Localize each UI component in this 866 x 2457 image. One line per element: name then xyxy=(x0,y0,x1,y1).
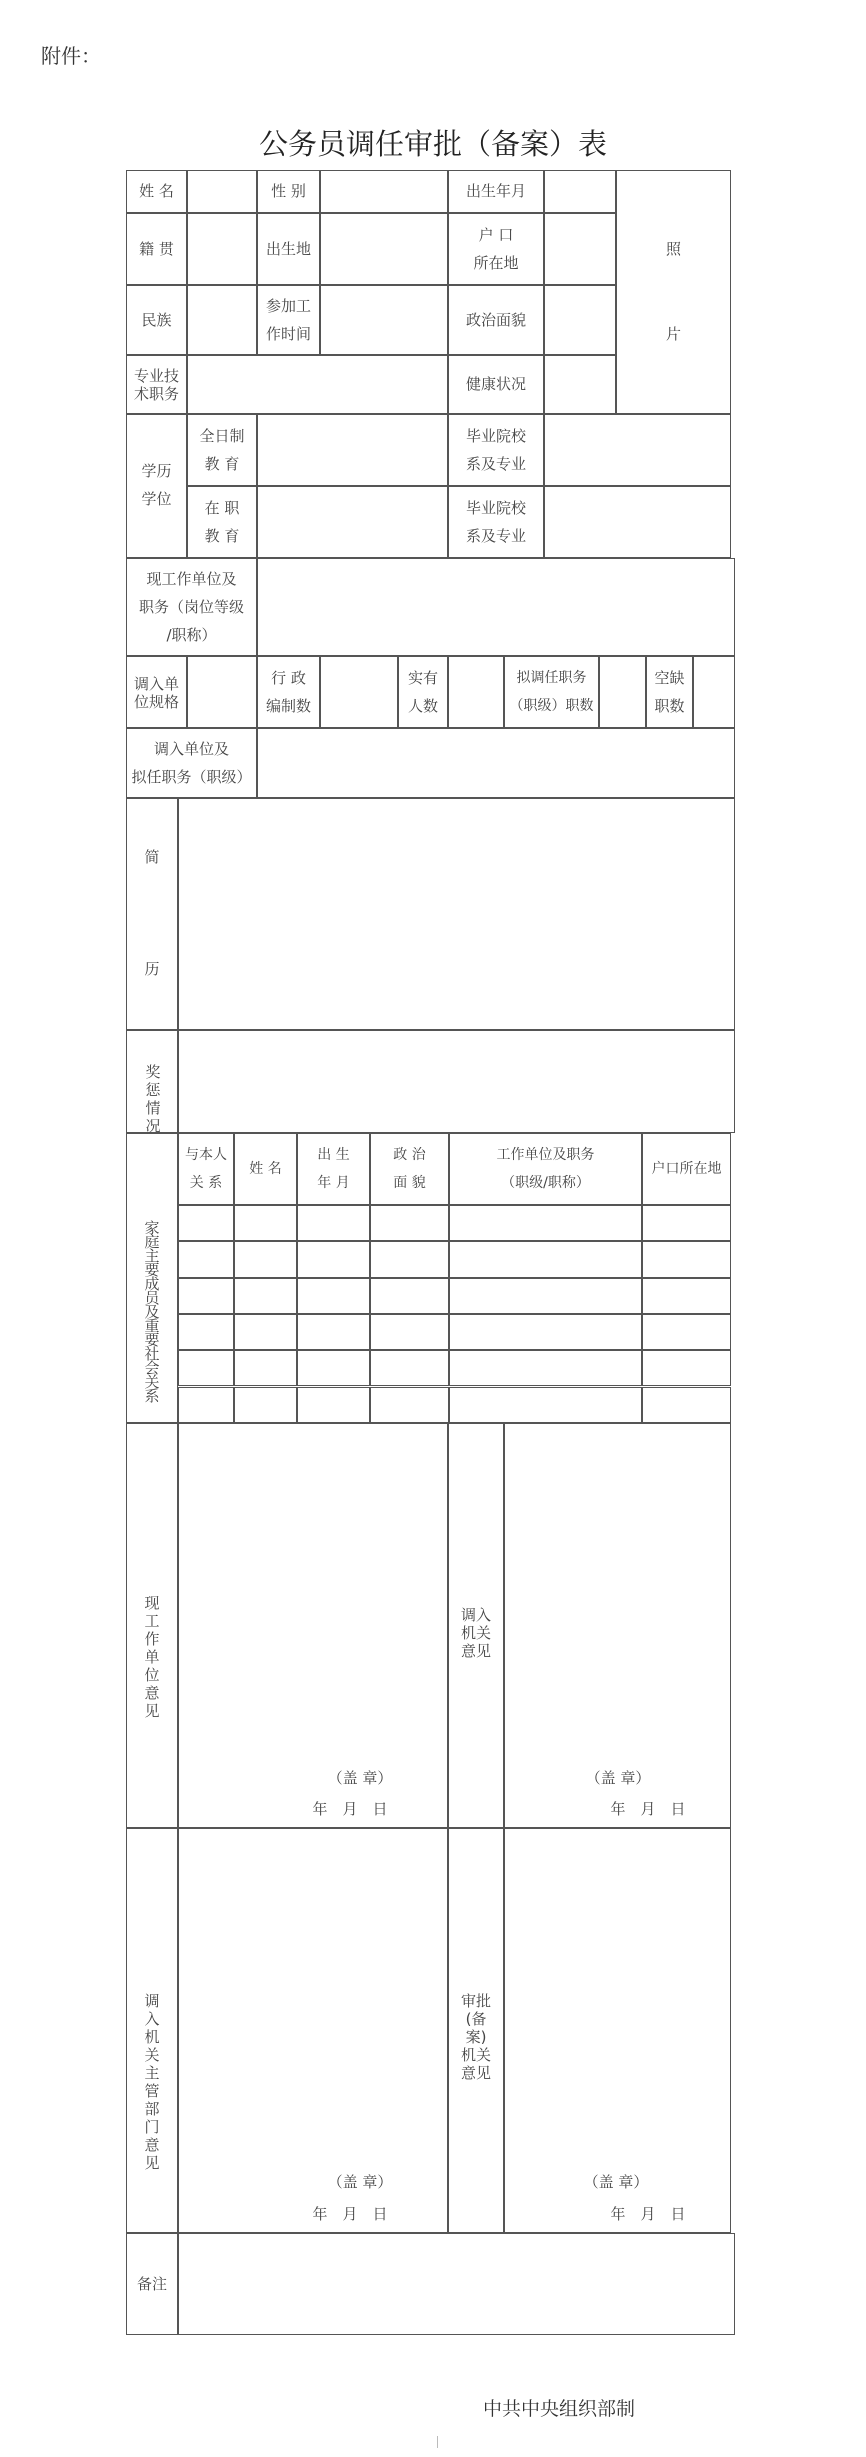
input-hukou[interactable] xyxy=(544,213,616,285)
cell-resume-label xyxy=(126,798,178,1030)
date-2: 年 月 日 xyxy=(610,1800,686,1818)
transferspec-label-1: 调入单 xyxy=(133,675,179,693)
school-label-1a: 毕业院校 xyxy=(465,427,526,445)
input-actual[interactable] xyxy=(448,656,504,728)
family-input-cell[interactable] xyxy=(234,1241,297,1277)
actual-label-1: 实有 xyxy=(407,669,438,687)
school-label-2a: 毕业院校 xyxy=(465,499,526,517)
family-input-cell[interactable] xyxy=(370,1278,449,1314)
techtitle-label-1: 专业技 xyxy=(133,367,179,385)
input-fulltime-edu[interactable] xyxy=(257,414,448,486)
workstart-label-2: 作时间 xyxy=(265,325,311,343)
family-input-cell[interactable] xyxy=(370,1387,449,1423)
input-transferunit[interactable] xyxy=(257,728,735,798)
family-input-cell[interactable] xyxy=(642,1387,731,1423)
input-name[interactable] xyxy=(187,170,257,213)
curunit-label-3: /职称） xyxy=(166,626,217,644)
footer-issuer: 中共中央组织部制 xyxy=(483,2398,636,2420)
family-input-cell[interactable] xyxy=(297,1278,370,1314)
family-input-cell[interactable] xyxy=(178,1205,234,1241)
ethnicity-label: 民族 xyxy=(141,311,172,329)
date-4: 年 月 日 xyxy=(610,2205,686,2223)
seal-2: （盖 章） xyxy=(585,1769,651,1787)
family-input-cell[interactable] xyxy=(178,1278,234,1314)
page-marker xyxy=(437,2436,438,2448)
input-ethnicity[interactable] xyxy=(187,285,257,355)
family-input-cell[interactable] xyxy=(234,1350,297,1386)
school-label-2b: 系及专业 xyxy=(465,527,526,545)
cell-photo[interactable] xyxy=(616,170,731,414)
family-input-cell[interactable] xyxy=(370,1205,449,1241)
curopinion-label: 现工作单位意见 xyxy=(144,1594,160,1720)
input-school-2[interactable] xyxy=(544,486,731,558)
family-header-label: 面 貌 xyxy=(393,1175,426,1191)
family-input-cell[interactable] xyxy=(642,1241,731,1277)
family-header-label: 工作单位及职务 xyxy=(496,1147,595,1163)
family-header-label: 政 治 xyxy=(393,1147,426,1163)
fulltime-label-2: 教 育 xyxy=(204,455,240,473)
parttime-label-2: 教 育 xyxy=(204,527,240,545)
techtitle-label-2: 术职务 xyxy=(133,385,179,403)
family-header-label: 关 系 xyxy=(189,1175,223,1191)
approvalopinion-label: 审批(备案)机关意见 xyxy=(460,1992,491,2082)
health-label: 健康状况 xyxy=(465,375,526,393)
vacancy-label-2: 职数 xyxy=(654,697,685,715)
family-input-cell[interactable] xyxy=(178,1350,234,1386)
input-school-1[interactable] xyxy=(544,414,731,486)
admin-label-2: 编制数 xyxy=(265,697,311,715)
name-label: 姓 名 xyxy=(139,182,174,200)
transferunit-label-2: 拟任职务（职级） xyxy=(131,768,252,786)
input-parttime-edu[interactable] xyxy=(257,486,448,558)
date-1: 年 月 日 xyxy=(312,1800,388,1818)
input-rewards[interactable] xyxy=(178,1030,735,1133)
family-input-cell[interactable] xyxy=(370,1241,449,1277)
family-input-cell[interactable] xyxy=(297,1350,370,1386)
input-birth[interactable] xyxy=(544,170,616,213)
political-label: 政治面貌 xyxy=(465,311,526,329)
input-transferspec[interactable] xyxy=(187,656,257,728)
input-admin[interactable] xyxy=(320,656,398,728)
birth-label: 出生年月 xyxy=(465,182,526,200)
family-header-label: （职级/职称） xyxy=(501,1175,590,1191)
transferopinion-label: 调入机关意见 xyxy=(461,1606,492,1660)
family-input-cell[interactable] xyxy=(642,1314,731,1350)
family-header-label: 年 月 xyxy=(317,1175,350,1191)
input-proposed[interactable] xyxy=(599,656,646,728)
input-workstart[interactable] xyxy=(320,285,448,355)
family-input-cell[interactable] xyxy=(642,1205,731,1241)
family-input-cell[interactable] xyxy=(449,1387,642,1423)
seal-1: （盖 章） xyxy=(327,1769,393,1787)
family-header-label: 与本人 xyxy=(185,1147,227,1163)
input-techtitle[interactable] xyxy=(187,355,448,414)
workstart-label-1: 参加工 xyxy=(265,297,311,315)
family-input-cell[interactable] xyxy=(178,1314,234,1350)
resume-label-2: 历 xyxy=(144,960,160,978)
family-input-cell[interactable] xyxy=(297,1314,370,1350)
input-native[interactable] xyxy=(187,213,257,285)
family-input-cell[interactable] xyxy=(234,1205,297,1241)
family-input-cell[interactable] xyxy=(449,1314,642,1350)
family-input-cell[interactable] xyxy=(178,1241,234,1277)
input-birthplace[interactable] xyxy=(320,213,448,285)
school-label-1b: 系及专业 xyxy=(465,455,526,473)
photo-label-2: 片 xyxy=(665,325,681,343)
input-health[interactable] xyxy=(544,355,616,414)
family-input-cell[interactable] xyxy=(449,1241,642,1277)
curunit-label-1: 现工作单位及 xyxy=(146,570,237,588)
proposed-label-2: （职级）职数 xyxy=(509,698,594,714)
family-input-cell[interactable] xyxy=(642,1278,731,1314)
birthplace-label: 出生地 xyxy=(265,240,311,258)
edu-label-1: 学历 xyxy=(141,462,172,480)
actual-label-2: 人数 xyxy=(407,697,438,715)
photo-label-1: 照 xyxy=(665,240,681,258)
edu-label-2: 学位 xyxy=(141,490,172,508)
family-label: 家庭主要成员及重要社会关系 xyxy=(144,1219,160,1405)
proposed-label-1: 拟调任职务 xyxy=(516,670,587,686)
native-label: 籍 贯 xyxy=(139,240,174,258)
transferspec-label-2: 位规格 xyxy=(133,693,179,711)
family-input-cell[interactable] xyxy=(234,1314,297,1350)
parttime-label-1: 在 职 xyxy=(204,499,240,517)
input-gender[interactable] xyxy=(320,170,448,213)
family-input-cell[interactable] xyxy=(234,1387,297,1423)
family-input-cell[interactable] xyxy=(297,1387,370,1423)
family-input-cell[interactable] xyxy=(370,1350,449,1386)
family-header-label: 户口所在地 xyxy=(651,1161,722,1177)
date-3: 年 月 日 xyxy=(312,2205,388,2223)
family-input-cell[interactable] xyxy=(178,1387,234,1423)
resume-label-1: 简 xyxy=(144,848,160,866)
form-title: 公务员调任审批（备案）表 xyxy=(258,127,607,161)
family-input-cell[interactable] xyxy=(370,1314,449,1350)
attachment-label: 附件： xyxy=(41,44,101,68)
input-curunit[interactable] xyxy=(257,558,735,656)
family-input-cell[interactable] xyxy=(449,1205,642,1241)
family-input-cell[interactable] xyxy=(449,1350,642,1386)
input-vacancy[interactable] xyxy=(693,656,735,728)
seal-4: （盖 章） xyxy=(583,2173,649,2191)
vacancy-label-1: 空缺 xyxy=(654,669,685,687)
fulltime-label-1: 全日制 xyxy=(199,427,245,445)
curunit-label-2: 职务（岗位等级 xyxy=(138,598,244,616)
family-input-cell[interactable] xyxy=(297,1205,370,1241)
admin-label-1: 行 政 xyxy=(271,669,306,687)
seal-3: （盖 章） xyxy=(327,2173,393,2191)
input-political[interactable] xyxy=(544,285,616,355)
supervisoropinion-label: 调入机关主管部门意见 xyxy=(144,1992,160,2172)
family-input-cell[interactable] xyxy=(234,1278,297,1314)
hukou-label-2: 所在地 xyxy=(473,254,519,272)
remarks-label: 备注 xyxy=(136,2275,167,2293)
family-header-label: 出 生 xyxy=(317,1147,350,1163)
input-remarks[interactable] xyxy=(178,2233,735,2335)
hukou-label-1: 户 口 xyxy=(478,226,514,244)
input-resume[interactable] xyxy=(178,798,735,1030)
family-input-cell[interactable] xyxy=(449,1278,642,1314)
family-input-cell[interactable] xyxy=(297,1241,370,1277)
gender-label: 性 别 xyxy=(271,182,306,200)
rewards-label: 奖惩情况 xyxy=(145,1063,161,1135)
family-input-cell[interactable] xyxy=(642,1350,731,1386)
transferunit-label-1: 调入单位及 xyxy=(153,740,229,758)
family-header-label: 姓 名 xyxy=(249,1161,282,1177)
